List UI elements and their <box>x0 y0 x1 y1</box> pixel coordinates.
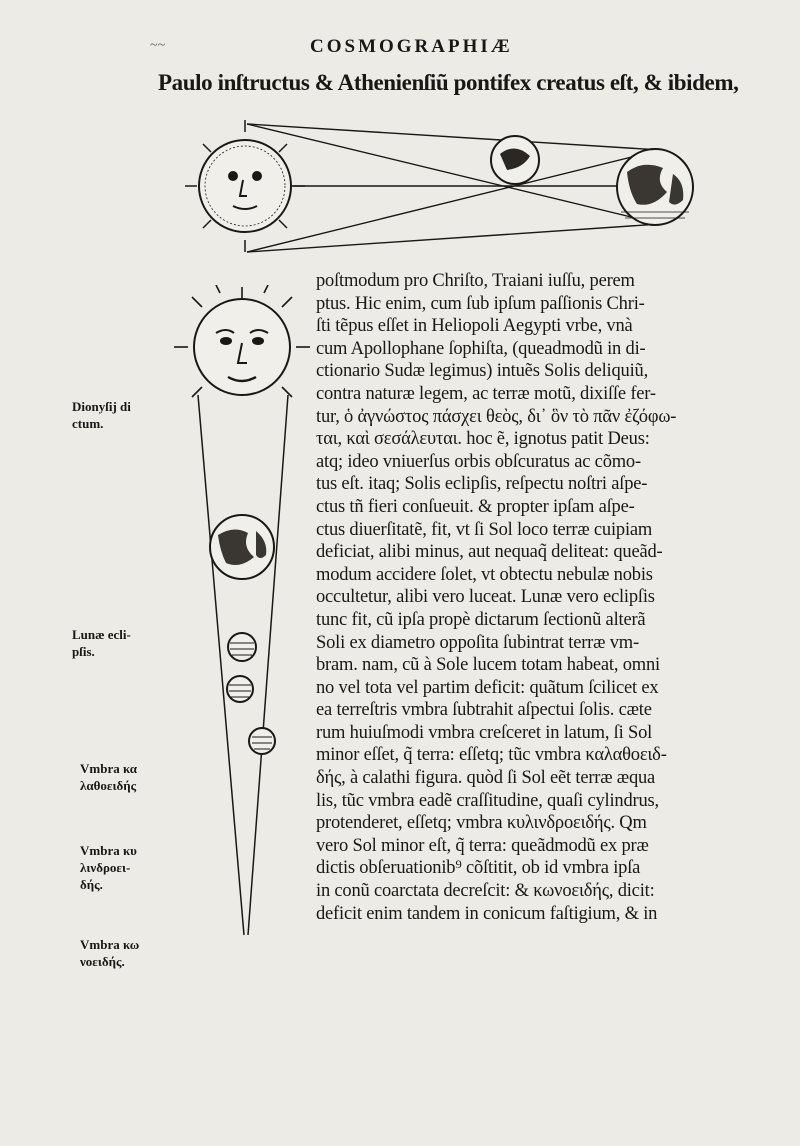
sun-icon <box>185 120 305 252</box>
text-line: ctus tñ fieri conſueuit. & propter ipſam aſpe- <box>316 496 635 517</box>
text-line: poſtmodum pro Chriſto, Traiani iuſſu, perem <box>316 271 635 291</box>
marginal-line: Vmbra κα <box>80 761 138 776</box>
lunar-eclipse-woodcut <box>170 285 320 985</box>
solar-eclipse-woodcut <box>185 112 705 262</box>
text-line: ται, καὶ σεσάλευται. hoc ẽ, ignotus patit Deus: <box>316 429 650 450</box>
text-line: ctus diuerſitatẽ, fit, vt ſi Sol loco terræ cuipiam <box>316 519 653 540</box>
moon-phase-icon-3 <box>249 728 275 754</box>
text-line: atq; ideo vniuerſus orbis obſcuratus ac cõmo- <box>316 451 641 472</box>
marginal-note-lunae <box>72 626 162 660</box>
text-line: minor eſſet, q̃ terra: eſſetq; tũc vmbra καλαθοειδ- <box>316 745 667 766</box>
sun-face-icon <box>174 285 310 397</box>
marginal-note-umbra-calathoid <box>80 760 170 794</box>
text-line: vero Sol minor eſt, q̃ terra: queãdmodũ ex præ <box>316 835 649 856</box>
marginal-line: Vmbra κυ <box>80 843 137 858</box>
marginal-line: pſis. <box>72 644 95 659</box>
text-line: occultetur, alibi vero luceat. Lunæ vero eclipſis <box>316 587 655 608</box>
text-line: modum accidere ſolet, vt obtectu nebulæ nobis <box>316 564 653 585</box>
text-line: tus eſt. itaq; Solis eclipſis, reſpectu noſtri aſpe- <box>316 474 648 495</box>
text-line: ea terreſtris vmbra ſubtrahit aſpectui ſolis. cæte <box>316 700 652 721</box>
earth-globe-icon <box>210 515 274 579</box>
text-line: rum huiuſmodi vmbra creſceret in latum, ſi Sol <box>316 722 653 743</box>
text-line: Soli ex diametro oppoſita ſubintrat terræ vm- <box>316 632 639 653</box>
marginal-line: Vmbra κω <box>80 937 140 952</box>
text-line: tunc fit, cũ ipſa propè dictarum ſectionũ alterã <box>316 609 646 630</box>
moon-phase-icon-1 <box>228 633 256 661</box>
text-line: in conũ coarctata decreſcit: & κωνοειδής, dicit: <box>316 881 655 902</box>
text-line: ptus. Hic enim, cum ſub ipſum paſſionis Chri- <box>316 293 645 314</box>
text-line: bram. nam, cũ à Sole lucem totam habeat, omni <box>316 655 660 676</box>
opening-line: Paulo inſtructus & Athenienſiũ pontifex creatus eſt, & ibidem, <box>158 70 739 95</box>
text-line: dictis obſeruationib⁹ cõſtitit, ob id vmbra ipſa <box>316 858 641 879</box>
marginal-line: λινδροει- <box>80 860 131 875</box>
text-line: contra naturæ legem, ac terræ motũ, dixiſſe fer- <box>316 383 656 404</box>
text-line: ſti tẽpus eſſet in Heliopoli Aegypti vrbe, vnà <box>316 316 633 337</box>
marginal-line: δής. <box>80 877 103 892</box>
marginal-line: νοειδής. <box>80 954 125 969</box>
moon-icon <box>491 136 539 184</box>
marginal-line: ctum. <box>72 416 104 431</box>
text-line: lis, tũc vmbra eadẽ craſſitudine, quaſi cylindrus, <box>316 790 659 811</box>
text-line: tur, ὁ ἀγνώστος πάσχει θεὸς, δι᾽ ὃν τὸ πᾶν ἐζόφω- <box>316 406 677 427</box>
marginal-note-umbra-conoid <box>80 936 170 970</box>
body-text <box>316 270 766 925</box>
text-line: protenderet, eſſetq; vmbra κυλινδροειδής. Qm <box>316 813 647 834</box>
text-line: no vel tota vel partim deficit: quãtum ſcilicet ex <box>316 677 659 698</box>
marginal-line: λαθοειδής <box>80 778 137 793</box>
moon-phase-icon-2 <box>227 676 253 702</box>
earth-icon <box>617 149 693 225</box>
marginal-line: Dionyſij di <box>72 399 131 414</box>
marginal-line: Lunæ ecli- <box>72 627 131 642</box>
marginal-note-umbra-cylindroid <box>80 842 170 893</box>
text-line: δής, à calathi figura. quòd ſi Sol eẽt terræ æqua <box>316 768 656 789</box>
text-line: cum Apollophane ſophiſta, (queadmodũ in di- <box>316 338 646 359</box>
text-line: deficit enim tandem in conicum faſtigium, & in <box>316 903 658 924</box>
folio-mark: ~~ <box>150 38 166 53</box>
text-line: deficiat, alibi minus, aut nequaq̃ deliteat: queãd- <box>316 542 663 563</box>
running-head: COSMOGRAPHIÆ <box>310 36 513 57</box>
text-line: ctionario Sudæ legimus) intuẽs Solis deliquiũ, <box>316 361 649 382</box>
marginal-note-dionysii <box>72 398 162 432</box>
